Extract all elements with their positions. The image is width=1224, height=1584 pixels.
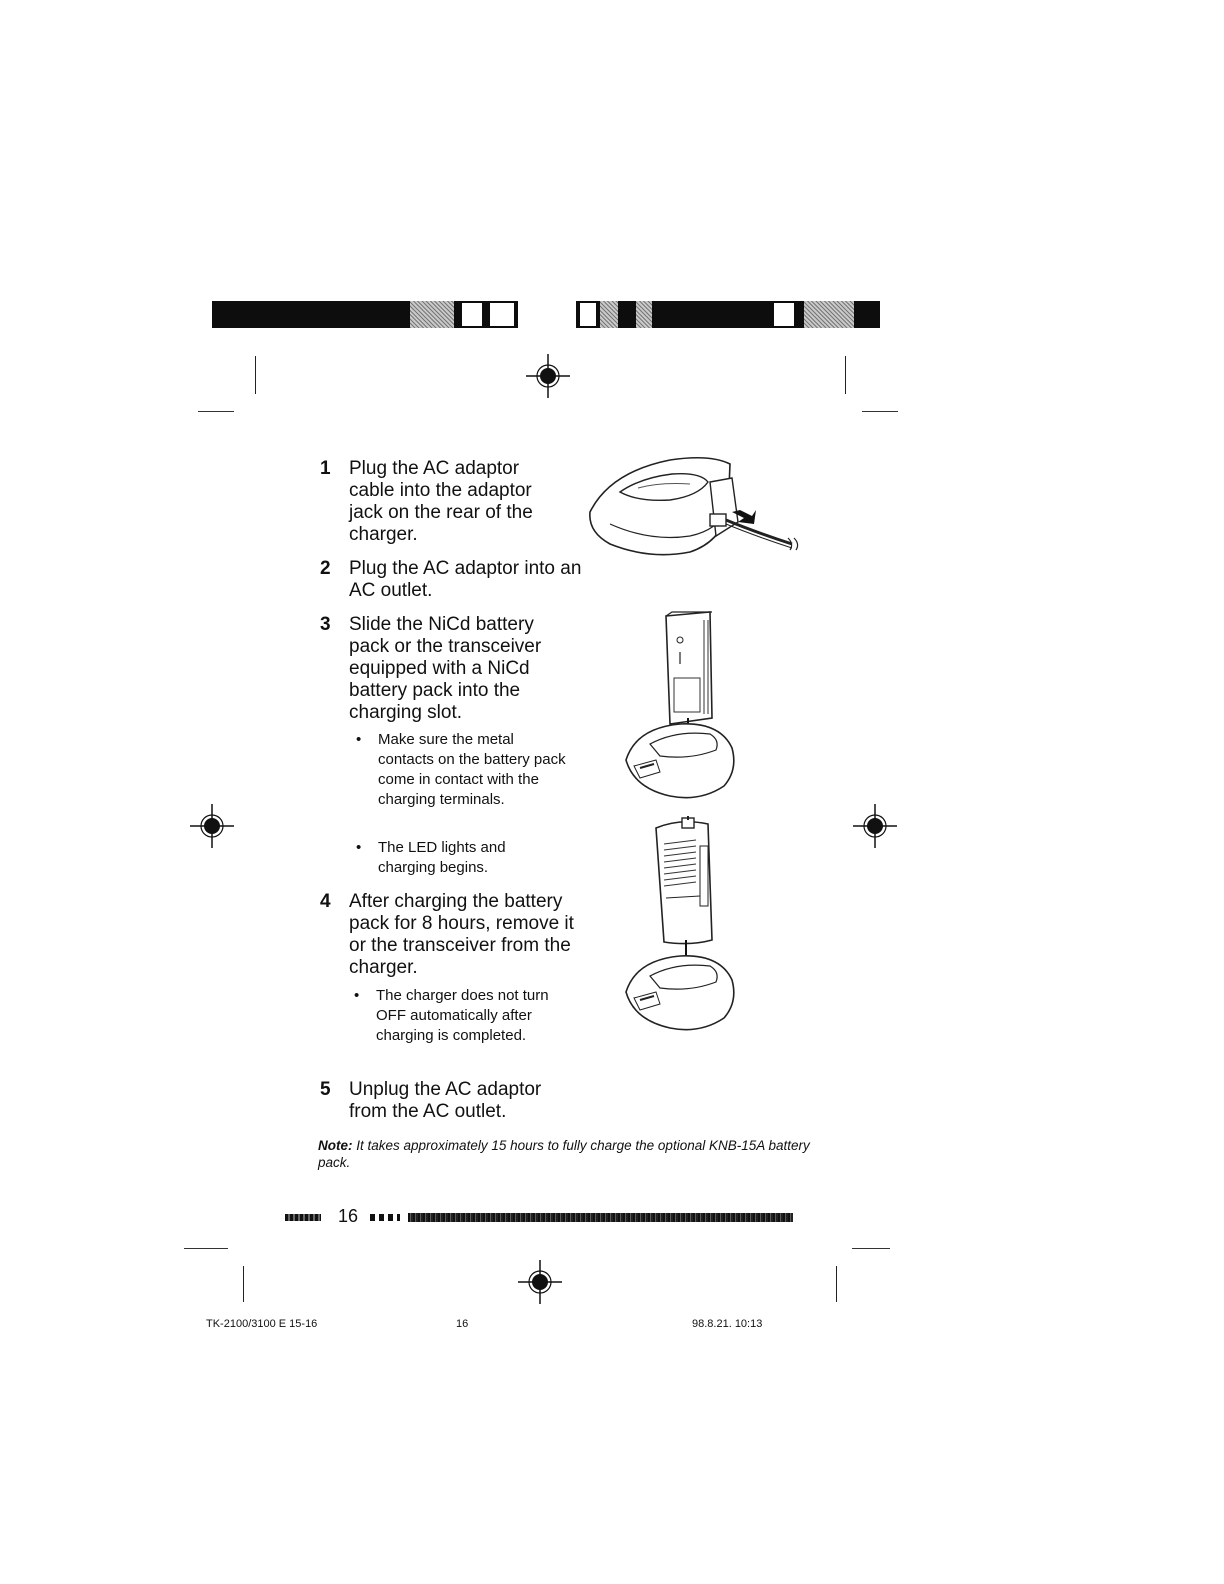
note-label: Note:	[318, 1138, 353, 1153]
registration-mark-icon	[853, 804, 897, 848]
transceiver-charging-illustration	[620, 816, 740, 1038]
print-filename: TK-2100/3100 E 15-16	[206, 1318, 318, 1330]
bullet-text: The charger does not turn OFF automatically after charging is completed.	[376, 987, 549, 1044]
step-number: 4	[320, 891, 331, 912]
battery-pack-charging-illustration	[620, 610, 740, 806]
bullet-text: The LED lights and charging begins.	[378, 839, 506, 876]
registration-mark-icon	[190, 804, 234, 848]
bullet-text: Make sure the metal contacts on the battery pack come in contact with the charging terminals.	[378, 731, 566, 808]
page-rule	[408, 1213, 793, 1222]
header-white-block	[578, 301, 598, 328]
step-text: Plug the AC adaptor cable into the adaptor jack on the rear of the charger.	[349, 458, 533, 545]
bullet-glyph: •	[356, 839, 362, 856]
note	[318, 1137, 818, 1171]
note-text: It takes approximately 15 hours to fully charge the optional KNB-15A battery pack.	[318, 1138, 810, 1170]
header-white-block	[772, 301, 796, 328]
step-number: 5	[320, 1079, 331, 1100]
step-number: 2	[320, 558, 331, 579]
header-shade-block	[410, 301, 454, 328]
registration-mark-icon	[518, 1260, 562, 1304]
bullet-glyph: •	[356, 731, 362, 748]
page-marker-dots	[370, 1214, 400, 1221]
step-text: Plug the AC adaptor into an AC outlet.	[349, 558, 582, 601]
header-bar-left	[212, 301, 518, 328]
charger-adaptor-illustration	[580, 452, 810, 570]
print-page: 16	[456, 1318, 469, 1330]
registration-mark-icon	[526, 354, 570, 398]
bullet-glyph: •	[354, 987, 360, 1004]
step-text: After charging the battery pack for 8 hours, remove it or the transceiver from the charger.	[349, 891, 574, 978]
page-marker-left	[285, 1214, 321, 1221]
crop-mark	[255, 356, 256, 394]
crop-mark	[852, 1248, 890, 1249]
header-shade-block	[600, 301, 618, 328]
header-shade-block	[804, 301, 854, 328]
crop-mark	[243, 1266, 244, 1302]
header-white-block	[488, 301, 516, 328]
print-timestamp: 98.8.21. 10:13	[692, 1318, 763, 1330]
crop-mark	[184, 1248, 228, 1249]
bullet-item	[356, 730, 568, 810]
step-number: 3	[320, 614, 331, 635]
header-white-block	[460, 301, 484, 328]
header-bar-right	[576, 301, 880, 328]
header-shade-block	[636, 301, 652, 328]
crop-mark	[862, 411, 898, 412]
crop-mark	[198, 411, 234, 412]
crop-mark	[845, 356, 846, 394]
step-text: Unplug the AC adaptor from the AC outlet.	[349, 1079, 542, 1122]
step-text: Slide the NiCd battery pack or the transceiver equipped with a NiCd battery pack into the charging slot.	[349, 614, 542, 723]
bullet-item	[354, 986, 566, 1046]
bullet-item	[356, 838, 548, 878]
crop-mark	[836, 1266, 837, 1302]
step-number: 1	[320, 458, 331, 479]
page-number: 16	[338, 1206, 359, 1226]
